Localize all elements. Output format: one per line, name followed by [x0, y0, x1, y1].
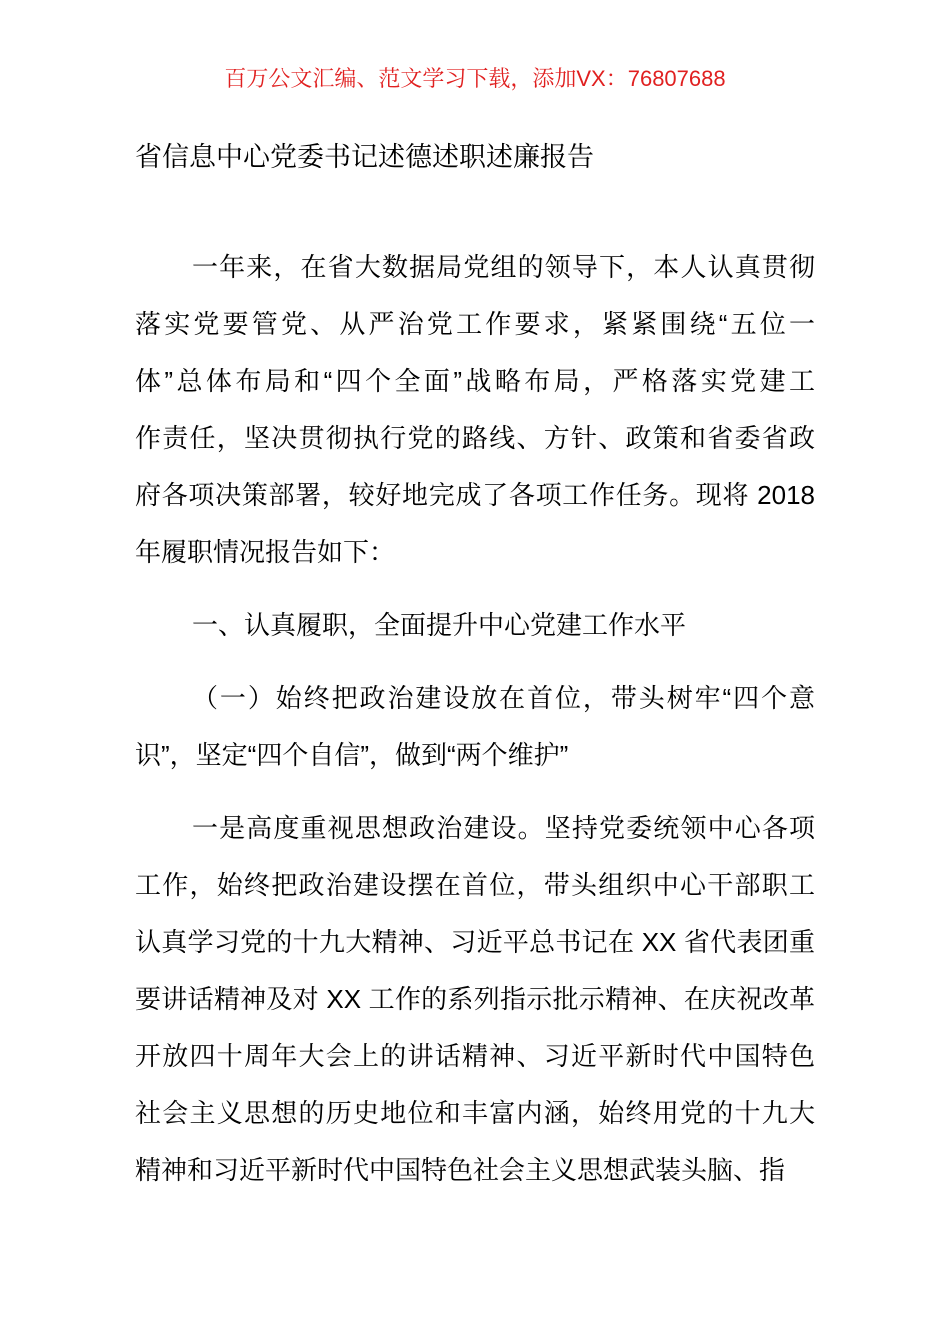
text-line: 精神和习近平新时代中国特色社会主义思想武装头脑、指 — [135, 1155, 786, 1185]
text-line: （一）始终把政治建设放在首位，带头树牢“四个意 — [192, 683, 815, 713]
document-body — [135, 239, 815, 1199]
text-line: 体”总体布局和“四个全面”战略布局，严格落实党建工 — [135, 366, 815, 396]
text-line: 工作，始终把政治建设摆在首位，带头组织中心干部职工 — [135, 870, 815, 900]
text-line: 社会主义思想的历史地位和丰富内涵，始终用党的十九大 — [135, 1098, 815, 1128]
paragraph-political-construction — [135, 800, 815, 1199]
document-content — [135, 140, 815, 1199]
text-line: 一年来，在省大数据局党组的领导下，本人认真贯彻 — [192, 252, 815, 282]
text-line: 识”，坚定“四个自信”，做到“两个维护” — [135, 740, 569, 770]
text-line: 开放四十周年大会上的讲话精神、习近平新时代中国特色 — [135, 1041, 815, 1071]
heading-section-one — [135, 597, 815, 654]
text-line: 落实党要管党、从严治党工作要求，紧紧围绕“五位一 — [135, 309, 815, 339]
watermark-notice: 百万公文汇编、范文学习下载，添加VX：76807688 — [224, 66, 726, 91]
text-line: 认真学习党的十九大精神、习近平总书记在 XX 省代表团重 — [135, 927, 815, 957]
text-line: 一、认真履职，全面提升中心党建工作水平 — [192, 610, 687, 640]
paragraph-intro — [135, 239, 815, 581]
document-title: 省信息中心党委书记述德述职述廉报告 — [135, 142, 594, 172]
text-line: 年履职情况报告如下： — [135, 537, 396, 567]
text-line: 要讲话精神及对 XX 工作的系列指示批示精神、在庆祝改革 — [135, 984, 815, 1014]
text-line: 府各项决策部署，较好地完成了各项工作任务。现将 2018 — [135, 480, 815, 510]
text-line: 作责任，坚决贯彻执行党的路线、方针、政策和省委省政 — [135, 423, 815, 453]
text-line: 一是高度重视思想政治建设。坚持党委统领中心各项 — [192, 813, 815, 843]
heading-subsection-one — [135, 670, 815, 784]
